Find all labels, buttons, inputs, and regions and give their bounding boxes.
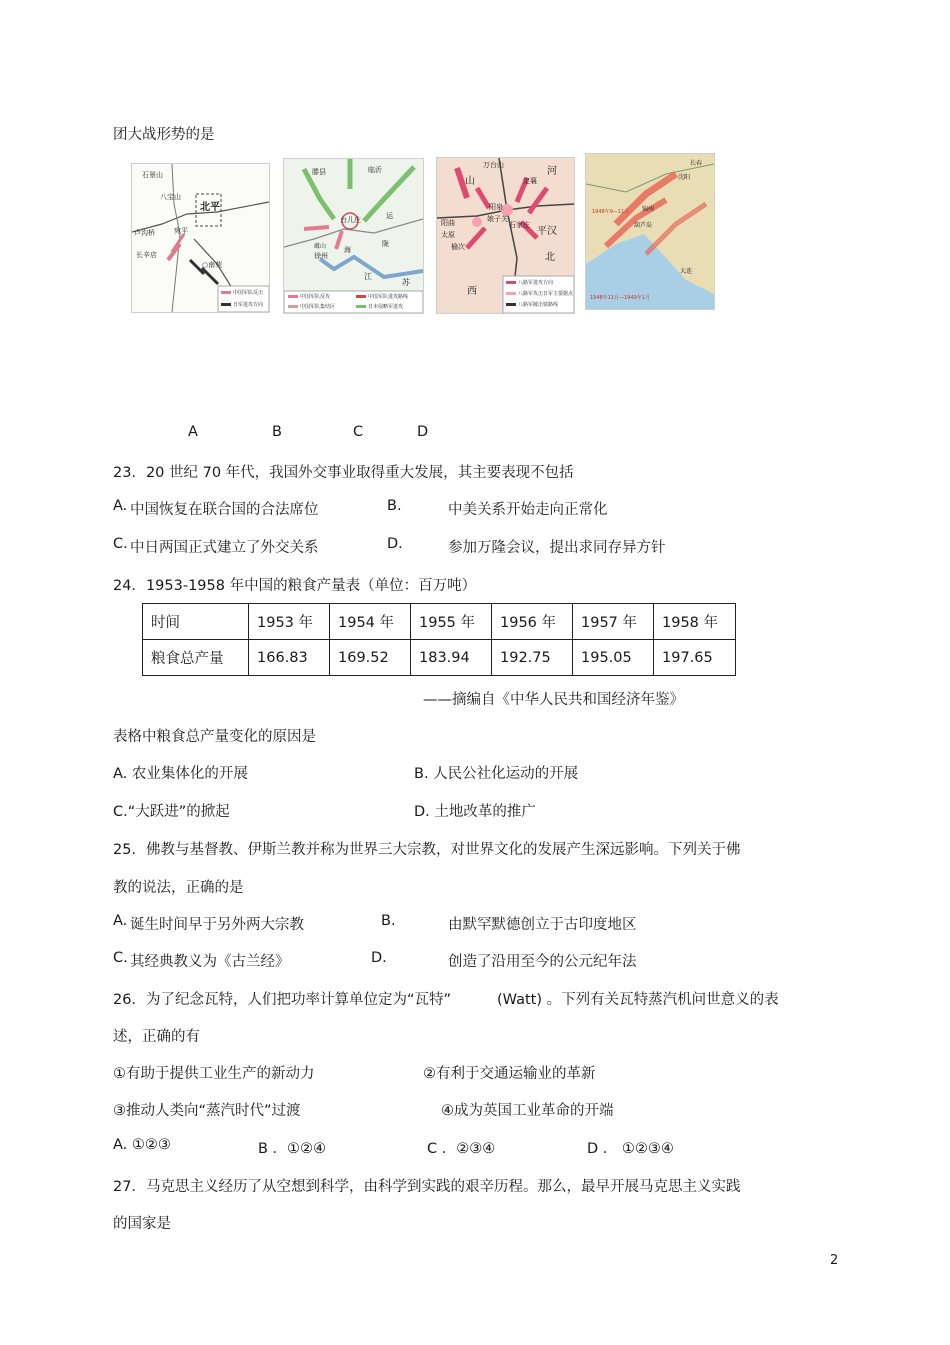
map-c-label: 山 xyxy=(465,176,475,187)
table-cell: 195.05 xyxy=(573,640,654,676)
map-c-label: 娘子关 xyxy=(487,215,508,223)
map-c-label: 榆次 xyxy=(451,243,465,251)
map-option-b-label: B xyxy=(272,424,282,440)
page-number: 2 xyxy=(830,1253,839,1268)
q23-option-b-label: B. xyxy=(387,498,402,514)
table-header-cell: 时间 xyxy=(143,604,249,640)
grain-table xyxy=(142,603,736,676)
q23-stem: 23．20 世纪 70 年代，我国外交事业取得重大发展，其主要表现不包括 xyxy=(113,465,574,481)
q23-option-a-text: 中国恢复在联合国的合法席位 xyxy=(130,502,319,518)
map-option-a-label: A xyxy=(188,424,198,440)
q24-question: 表格中粮食总产量变化的原因是 xyxy=(113,729,316,745)
map-option-c-label: C xyxy=(353,424,364,440)
map-b-label: 运 xyxy=(386,212,393,220)
map-b-label: 徐州 xyxy=(314,252,328,260)
q23-option-d-label: D. xyxy=(387,536,403,552)
q24-stem: 24．1953-1958 年中国的粮食产量表（单位：百万吨） xyxy=(113,578,477,594)
map-d-label: 大连 xyxy=(680,268,693,275)
map-a-label: 卢沟桥 xyxy=(134,229,155,237)
q25-option-a-label: A. xyxy=(113,913,128,929)
q27-stem-line1: 27．马克思主义经历了从空想到科学，由科学到实践的艰辛历程。那么，最早开展马克思主义实践 xyxy=(113,1179,741,1195)
map-d-label: 沈阳 xyxy=(678,174,691,181)
map-b-legend: 日本侵略军进攻 xyxy=(368,304,404,310)
map-b-label: 滕县 xyxy=(312,168,326,176)
q25-option-c-text: 其经典教义为《古兰经》 xyxy=(130,954,290,970)
q25-stem-line2: 教的说法，正确的是 xyxy=(113,880,244,896)
q26-stem-line1-a: 26．为了纪念瓦特，人们把功率计算单位定为“瓦特” xyxy=(113,992,451,1008)
table-cell: 166.83 xyxy=(249,640,330,676)
q25-stem-line1: 25．佛教与基督教、伊斯兰教并称为世界三大宗教，对世界文化的发展产生深远影响。下列关于佛 xyxy=(113,842,741,858)
map-b-label: 陇 xyxy=(382,240,389,248)
map-a-label: 宛平 xyxy=(174,227,188,235)
q23-option-c-label: C. xyxy=(113,536,128,552)
map-d-drawing xyxy=(586,154,714,309)
q26-item-3: ③推动人类向“蒸汽时代”过渡 xyxy=(113,1103,301,1119)
map-a xyxy=(131,163,270,313)
map-c-legend: 八路军攻击日军主要据点 xyxy=(518,291,574,297)
map-option-d-label: D xyxy=(417,424,429,440)
map-c-label: 平汉 xyxy=(537,226,557,237)
q23-option-b-text: 中美关系开始走向正常化 xyxy=(448,502,608,518)
q27-stem-line2: 的国家是 xyxy=(113,1216,171,1232)
q25-option-d-label: D. xyxy=(371,950,387,966)
table-header-cell: 1955 年 xyxy=(411,604,492,640)
map-a-label: ○南苑 xyxy=(202,261,223,269)
q26-option-d: D ． ①②③④ xyxy=(587,1141,674,1157)
map-c-legend: 八路军破击铁路线 xyxy=(518,302,559,308)
map-d xyxy=(585,153,715,310)
map-c-label: 万台山 xyxy=(483,161,504,169)
map-b-label: 临沂 xyxy=(368,166,382,174)
table-cell: 粮食总产量 xyxy=(143,640,249,676)
map-d-label: 锦州 xyxy=(642,206,655,213)
q24-option-a: A. 农业集体化的开展 xyxy=(113,766,248,782)
map-c-label: 西 xyxy=(467,286,477,297)
q26-stem-line1-b: (Watt) 。下列有关瓦特蒸汽机问世意义的表 xyxy=(497,992,779,1008)
q23-option-d-text: 参加万隆会议，提出求同存异方针 xyxy=(448,540,666,556)
map-b-label: 蕴山 xyxy=(314,243,327,250)
table-cell: 192.75 xyxy=(492,640,573,676)
map-b-label: 海 xyxy=(344,246,351,254)
table-row xyxy=(143,604,736,640)
table-header-cell: 1957 年 xyxy=(573,604,654,640)
q23-option-c-text: 中日两国正式建立了外交关系 xyxy=(130,540,319,556)
map-a-label: 北平 xyxy=(200,202,220,213)
map-a-label: 石景山 xyxy=(142,171,163,179)
q26-option-a: A. ①②③ xyxy=(113,1137,171,1153)
table-cell: 197.65 xyxy=(654,640,736,676)
map-c-label: 阳泉 xyxy=(489,203,503,211)
q25-option-c-label: C. xyxy=(113,950,128,966)
q24-option-c: C.“大跃进”的掀起 xyxy=(113,804,230,820)
map-c-label: 太原 xyxy=(441,231,455,239)
table-row xyxy=(143,640,736,676)
map-b-label: 台儿庄 xyxy=(340,216,361,224)
intro-text: 团大战形势的是 xyxy=(113,127,215,143)
q24-option-d: D. 土地改革的推广 xyxy=(414,804,536,820)
map-b-label: 江 xyxy=(364,272,372,281)
q25-option-b-text: 由默罕默德创立于古印度地区 xyxy=(448,917,637,933)
q26-stem-line2: 述，正确的有 xyxy=(113,1029,200,1045)
q24-option-b: B. 人民公社化运动的开展 xyxy=(414,766,579,782)
q23-option-a-label: A. xyxy=(113,498,128,514)
table-header-cell: 1954 年 xyxy=(330,604,411,640)
q25-option-d-text: 创造了沿用至今的公元纪年法 xyxy=(448,954,637,970)
q26-option-c: C ．②③④ xyxy=(427,1141,496,1157)
q24-source: ——摘编自《中华人民共和国经济年鉴》 xyxy=(423,692,684,708)
map-c-label: 定襄 xyxy=(523,177,537,185)
map-b-drawing xyxy=(284,159,423,313)
map-d-legend: 1948年9—11月 xyxy=(592,209,630,215)
map-c-label: 阳曲 xyxy=(441,219,455,227)
table-header-cell: 1956 年 xyxy=(492,604,573,640)
table-header-cell: 1953 年 xyxy=(249,604,330,640)
map-a-legend: 中国军队反击 xyxy=(233,290,264,296)
map-c-label: 河 xyxy=(547,166,557,177)
map-d-legend: 1948年11月—1949年1月 xyxy=(590,295,650,301)
map-c xyxy=(436,157,575,314)
map-b-legend: 中国军队进攻路线 xyxy=(368,294,409,300)
q25-option-a-text: 诞生时间早于另外两大宗教 xyxy=(130,917,304,933)
q26-item-4: ④成为英国工业革命的开端 xyxy=(441,1103,614,1119)
map-c-label: 北 xyxy=(545,252,555,263)
map-b-legend: 中国军队反攻 xyxy=(300,294,331,300)
map-a-label: 八宝山 xyxy=(160,193,181,201)
q26-option-b: B ．①②④ xyxy=(258,1141,327,1157)
q26-item-2: ②有利于交通运输业的革新 xyxy=(423,1066,596,1082)
table-header-cell: 1958 年 xyxy=(654,604,736,640)
map-a-label: 长辛店 xyxy=(136,251,157,259)
map-b-legend: 中国军队集结区 xyxy=(300,304,336,310)
map-d-label: 长春 xyxy=(690,160,703,167)
map-a-legend: 日军进攻方向 xyxy=(233,302,264,308)
map-d-label: 葫芦岛 xyxy=(634,222,653,229)
map-b xyxy=(283,158,424,314)
table-cell: 183.94 xyxy=(411,640,492,676)
map-c-legend: 八路军进攻方向 xyxy=(518,280,554,286)
map-b-label: 苏 xyxy=(402,278,410,287)
map-c-label: 石家庄 xyxy=(509,221,530,229)
table-cell: 169.52 xyxy=(330,640,411,676)
q26-item-1: ①有助于提供工业生产的新动力 xyxy=(113,1066,315,1082)
q25-option-b-label: B. xyxy=(381,913,396,929)
